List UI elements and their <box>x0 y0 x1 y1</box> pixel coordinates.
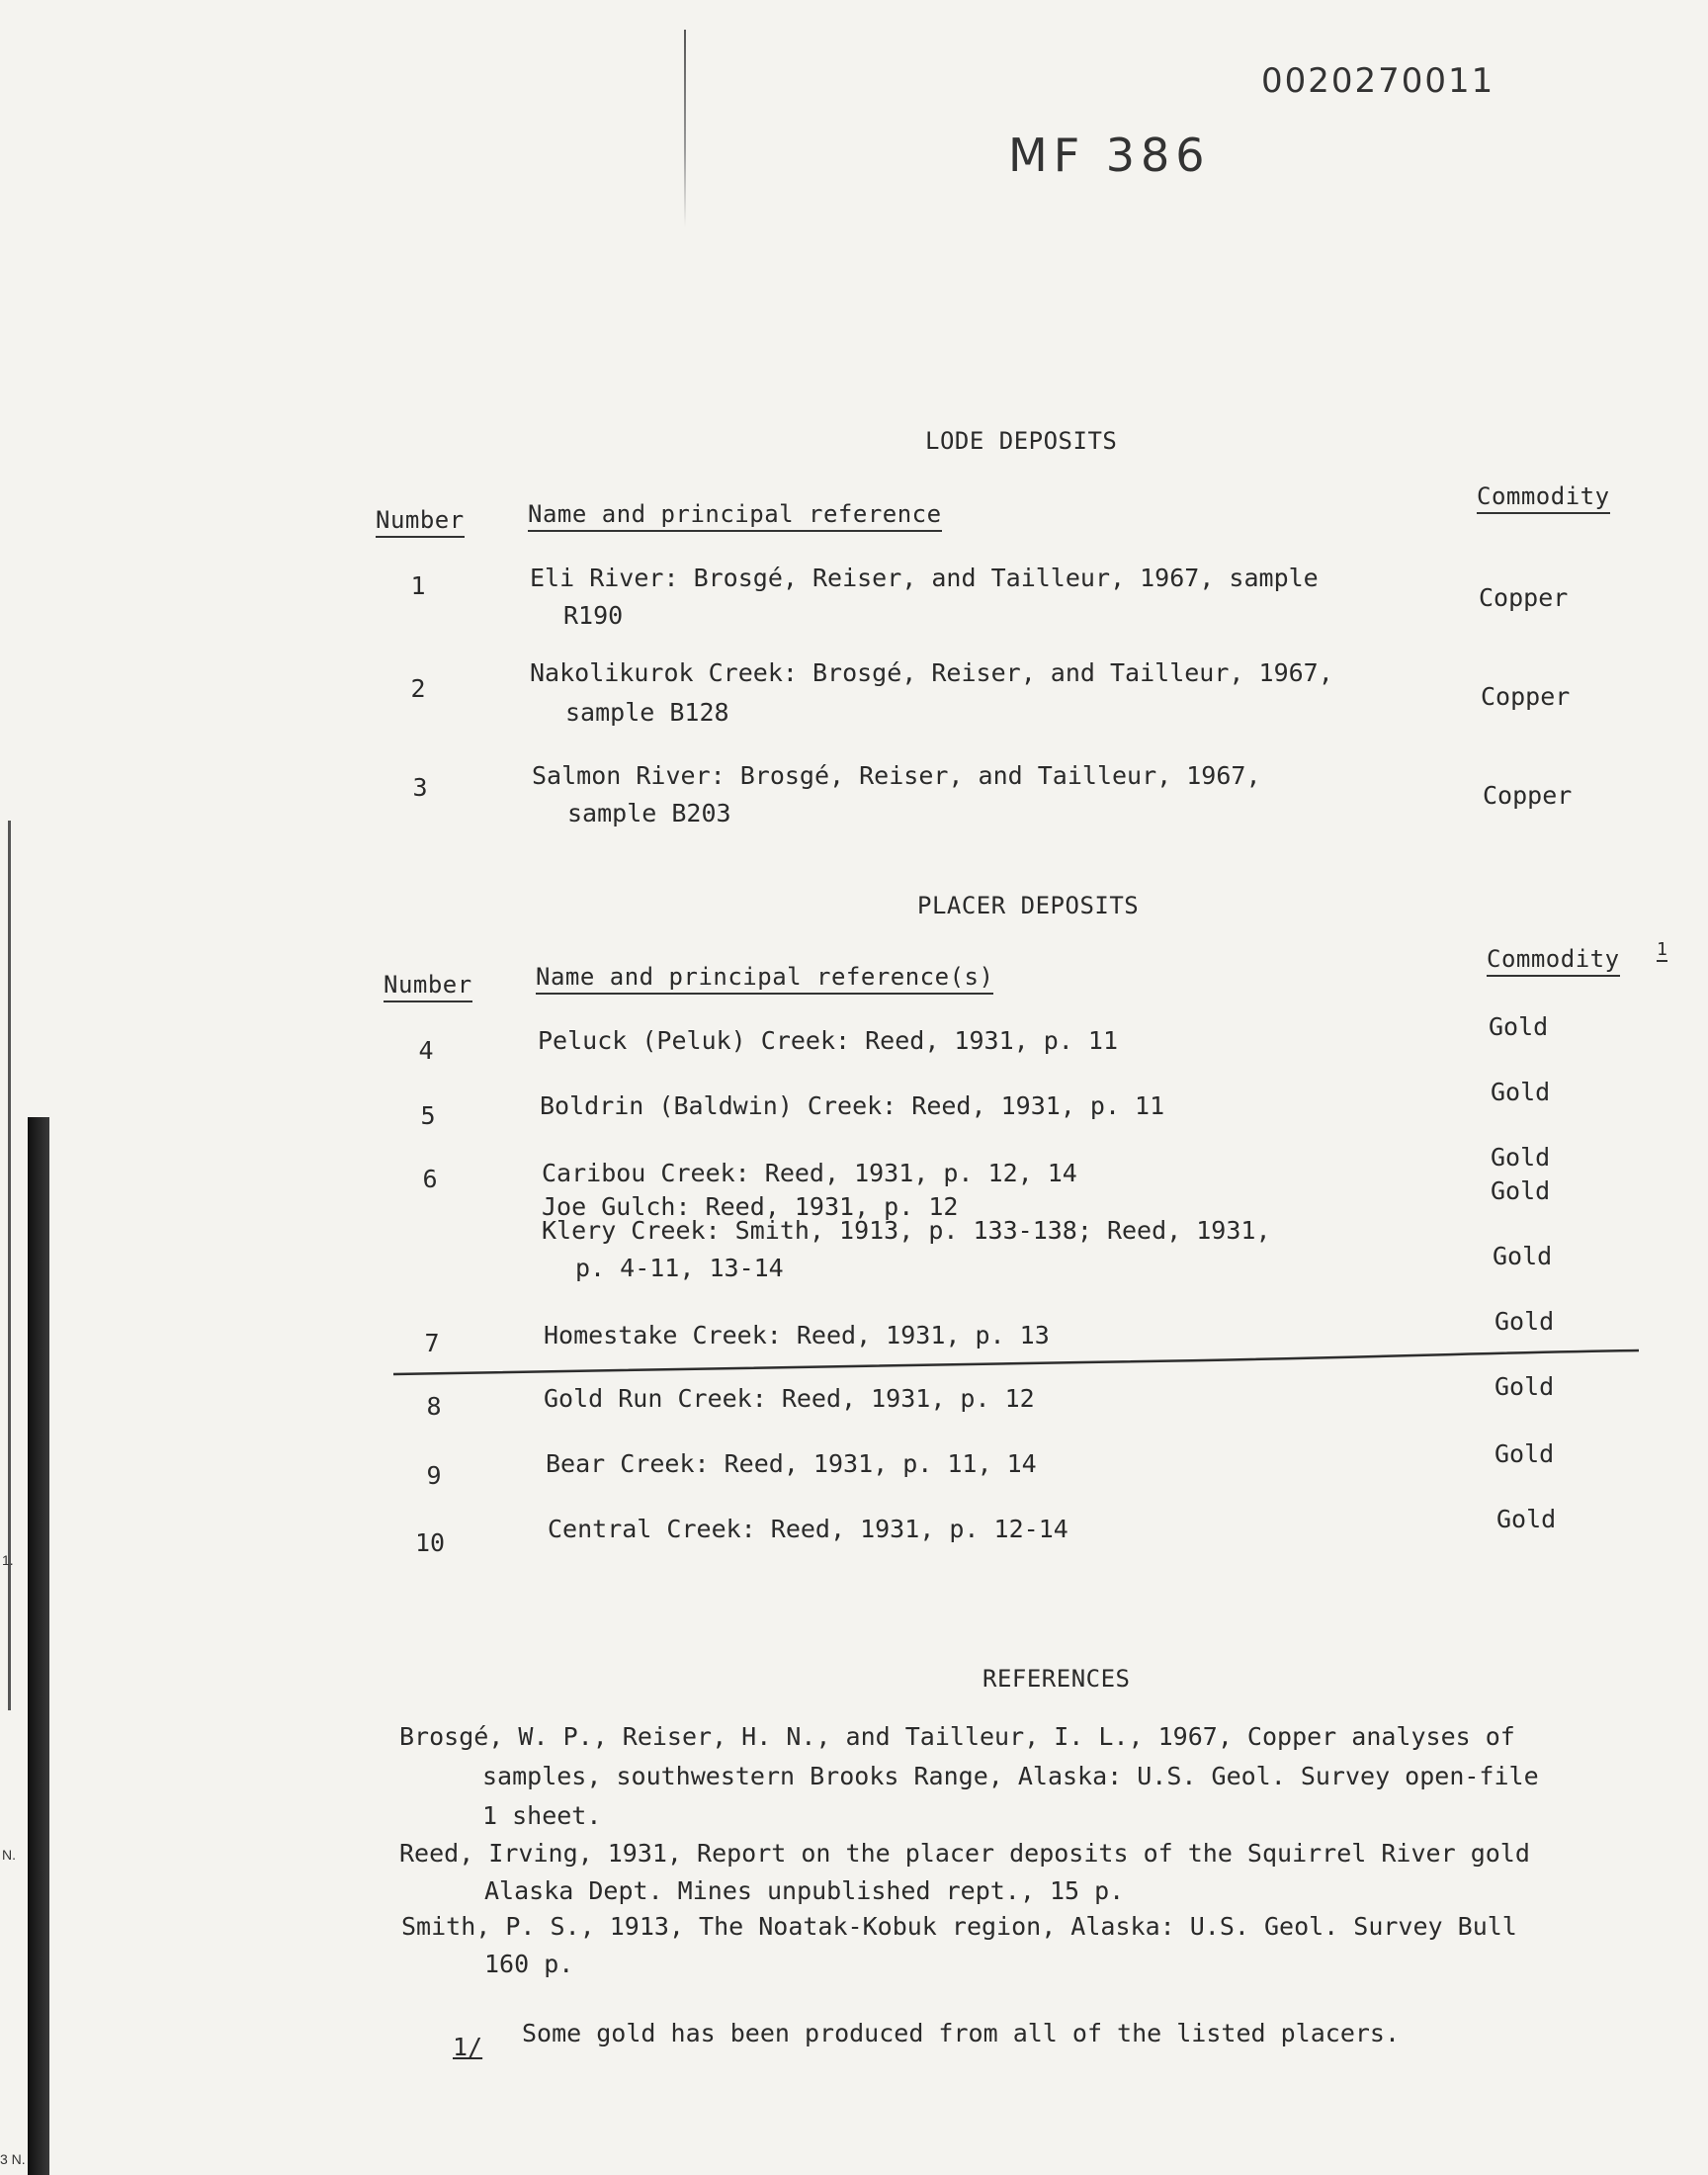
row-number: 9 <box>426 1461 442 1490</box>
left-edge-shadow <box>28 1117 49 2175</box>
row-reference: Caribou Creek: Reed, 1931, p. 12, 14 <box>542 1159 1077 1187</box>
row-commodity: Gold <box>1494 1307 1555 1336</box>
reference-line: Smith, P. S., 1913, The Noatak-Kobuk region, Alaska: U.S. Geol. Survey Bull <box>401 1912 1517 1941</box>
row-commodity: Gold <box>1489 1012 1549 1041</box>
row-reference: Joe Gulch: Reed, 1931, p. 12 <box>542 1192 959 1221</box>
margin-note: 1. <box>2 1552 14 1568</box>
row-number: 8 <box>426 1392 442 1421</box>
row-number: 7 <box>424 1329 440 1357</box>
footnote-marker: 1 <box>1657 939 1668 960</box>
lode-title: LODE DEPOSITS <box>925 427 1118 455</box>
reference-line: Brosgé, W. P., Reiser, H. N., and Tailleur, I. L., 1967, Copper analyses of <box>399 1722 1515 1751</box>
row-reference: Homestake Creek: Reed, 1931, p. 13 <box>544 1321 1050 1349</box>
reference-line: Alaska Dept. Mines unpublished rept., 15 p. <box>484 1876 1125 1905</box>
footnote-text: Some gold has been produced from all of the listed placers. <box>522 2019 1401 2047</box>
hand-drawn-divider <box>391 1341 1641 1380</box>
row-commodity: Gold <box>1491 1078 1551 1106</box>
references-title: REFERENCES <box>982 1665 1131 1693</box>
row-commodity: Copper <box>1483 781 1573 810</box>
lode-col-commodity: Commodity <box>1477 482 1610 514</box>
footnote-marker: 1/ <box>453 2033 483 2061</box>
row-reference: Klery Creek: Smith, 1913, p. 133-138; Reed, 1931, <box>542 1216 1271 1245</box>
row-commodity: Gold <box>1496 1505 1557 1533</box>
lode-col-name: Name and principal reference <box>528 500 942 532</box>
row-reference-cont: p. 4-11, 13-14 <box>575 1254 784 1282</box>
row-reference: Central Creek: Reed, 1931, p. 12-14 <box>548 1515 1068 1543</box>
row-reference-cont: sample B128 <box>565 698 729 727</box>
placer-title: PLACER DEPOSITS <box>917 892 1140 919</box>
row-number: 6 <box>422 1165 438 1193</box>
reference-line: 160 p. <box>484 1950 574 1978</box>
row-reference: Nakolikurok Creek: Brosgé, Reiser, and Tailleur, 1967, <box>530 658 1333 687</box>
row-number: 3 <box>412 773 428 802</box>
row-commodity: Gold <box>1494 1439 1555 1468</box>
row-number: 5 <box>420 1101 436 1130</box>
row-reference: Bear Creek: Reed, 1931, p. 11, 14 <box>546 1449 1037 1478</box>
row-reference: Peluck (Peluk) Creek: Reed, 1931, p. 11 <box>538 1026 1118 1055</box>
row-number: 4 <box>418 1036 434 1065</box>
row-commodity: Gold <box>1491 1176 1551 1205</box>
document-id: 0020270011 <box>1261 61 1495 101</box>
row-commodity: Gold <box>1494 1372 1555 1401</box>
margin-note: 3 N. <box>0 2151 26 2167</box>
row-reference: Eli River: Brosgé, Reiser, and Tailleur, 1967, sample <box>530 564 1319 592</box>
map-reference: MF 386 <box>1008 129 1211 182</box>
row-commodity: Copper <box>1481 682 1571 711</box>
row-commodity: Gold <box>1491 1143 1551 1172</box>
margin-note: N. <box>2 1847 16 1863</box>
reference-line: 1 sheet. <box>482 1801 602 1830</box>
row-reference: Salmon River: Brosgé, Reiser, and Tailleur, 1967, <box>532 761 1261 790</box>
row-reference-cont: R190 <box>563 601 624 630</box>
left-edge-line <box>8 821 11 1710</box>
row-number: 2 <box>410 674 426 703</box>
row-commodity: Copper <box>1479 583 1569 612</box>
placer-col-number: Number <box>384 971 472 1002</box>
lode-col-number: Number <box>376 506 465 538</box>
row-number: 1 <box>410 571 426 600</box>
row-commodity: Gold <box>1493 1242 1553 1270</box>
page-crease <box>684 30 686 227</box>
row-number: 10 <box>414 1528 446 1557</box>
placer-col-commodity: Commodity <box>1487 945 1620 977</box>
reference-line: samples, southwestern Brooks Range, Alaska: U.S. Geol. Survey open-file <box>482 1762 1539 1790</box>
reference-line: Reed, Irving, 1931, Report on the placer deposits of the Squirrel River gold <box>399 1839 1530 1868</box>
placer-col-name: Name and principal reference(s) <box>536 963 993 995</box>
row-reference: Boldrin (Baldwin) Creek: Reed, 1931, p. 11 <box>540 1091 1165 1120</box>
row-reference-cont: sample B203 <box>567 799 731 827</box>
row-reference: Gold Run Creek: Reed, 1931, p. 12 <box>544 1384 1035 1413</box>
